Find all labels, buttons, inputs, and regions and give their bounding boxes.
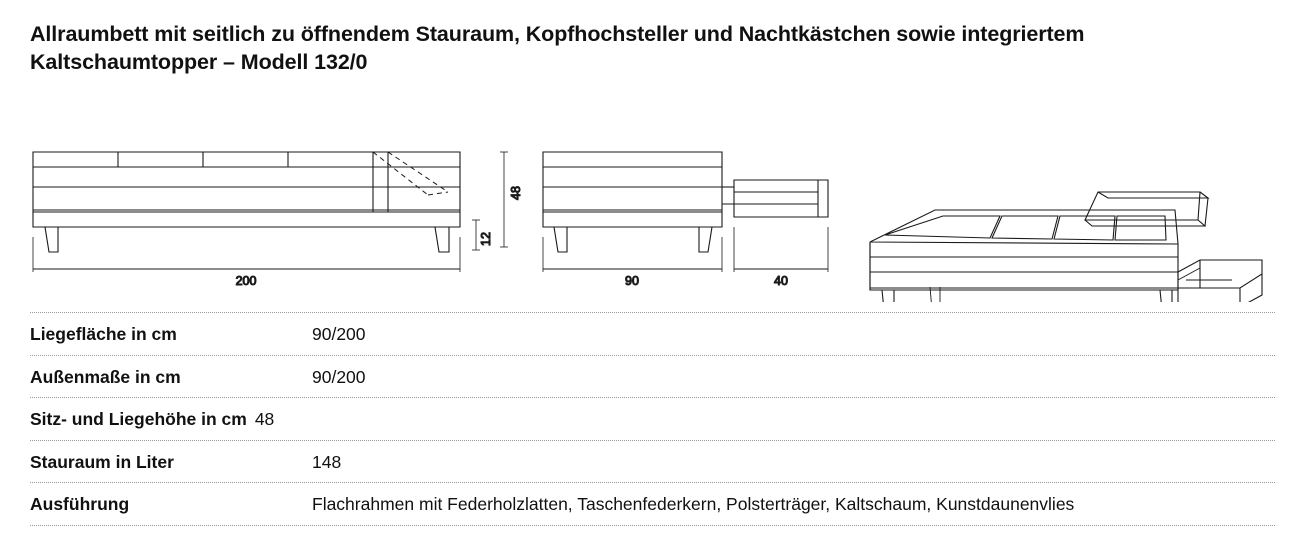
table-row (30, 312, 1275, 356)
table-row (30, 398, 1275, 441)
spec-value: 148 (312, 451, 342, 472)
table-row (30, 483, 1275, 526)
spec-value: Flachrahmen mit Federholzlatten, Taschenfederkern, Polsterträger, Kaltschaum, Kunstdaunenvlies (312, 494, 1075, 514)
spec-label: Ausführung (30, 494, 130, 514)
page-title: Allraumbett mit seitlich zu öffnendem Stauraum, Kopfhochsteller und Nachtkästchen sowie integriertem Kaltschaumtopper – Modell 132/0 (30, 22, 1085, 75)
front-width-label: 200 (235, 274, 257, 288)
spec-value: 90/200 (312, 324, 366, 344)
table-row (30, 441, 1275, 484)
topper-height-label: 12 (479, 232, 493, 246)
side-elevation-drawing (472, 152, 828, 272)
table-row (30, 356, 1275, 399)
nightstand-width-label: 40 (774, 274, 788, 288)
spec-label: Liegefläche in cm (30, 324, 177, 344)
perspective-view-drawing (870, 192, 1262, 302)
spec-table (30, 312, 1275, 526)
spec-label: Stauraum in Liter (30, 451, 174, 472)
front-elevation-drawing (33, 152, 460, 272)
side-depth-label: 90 (625, 274, 639, 288)
spec-value: 48 (254, 409, 275, 429)
technical-drawings (0, 92, 1300, 302)
spec-label: Sitz- und Liegehöhe in cm (30, 409, 247, 429)
spec-value: 90/200 (312, 366, 366, 387)
side-height-label: 48 (509, 186, 523, 200)
spec-label: Außenmaße in cm (30, 366, 181, 387)
